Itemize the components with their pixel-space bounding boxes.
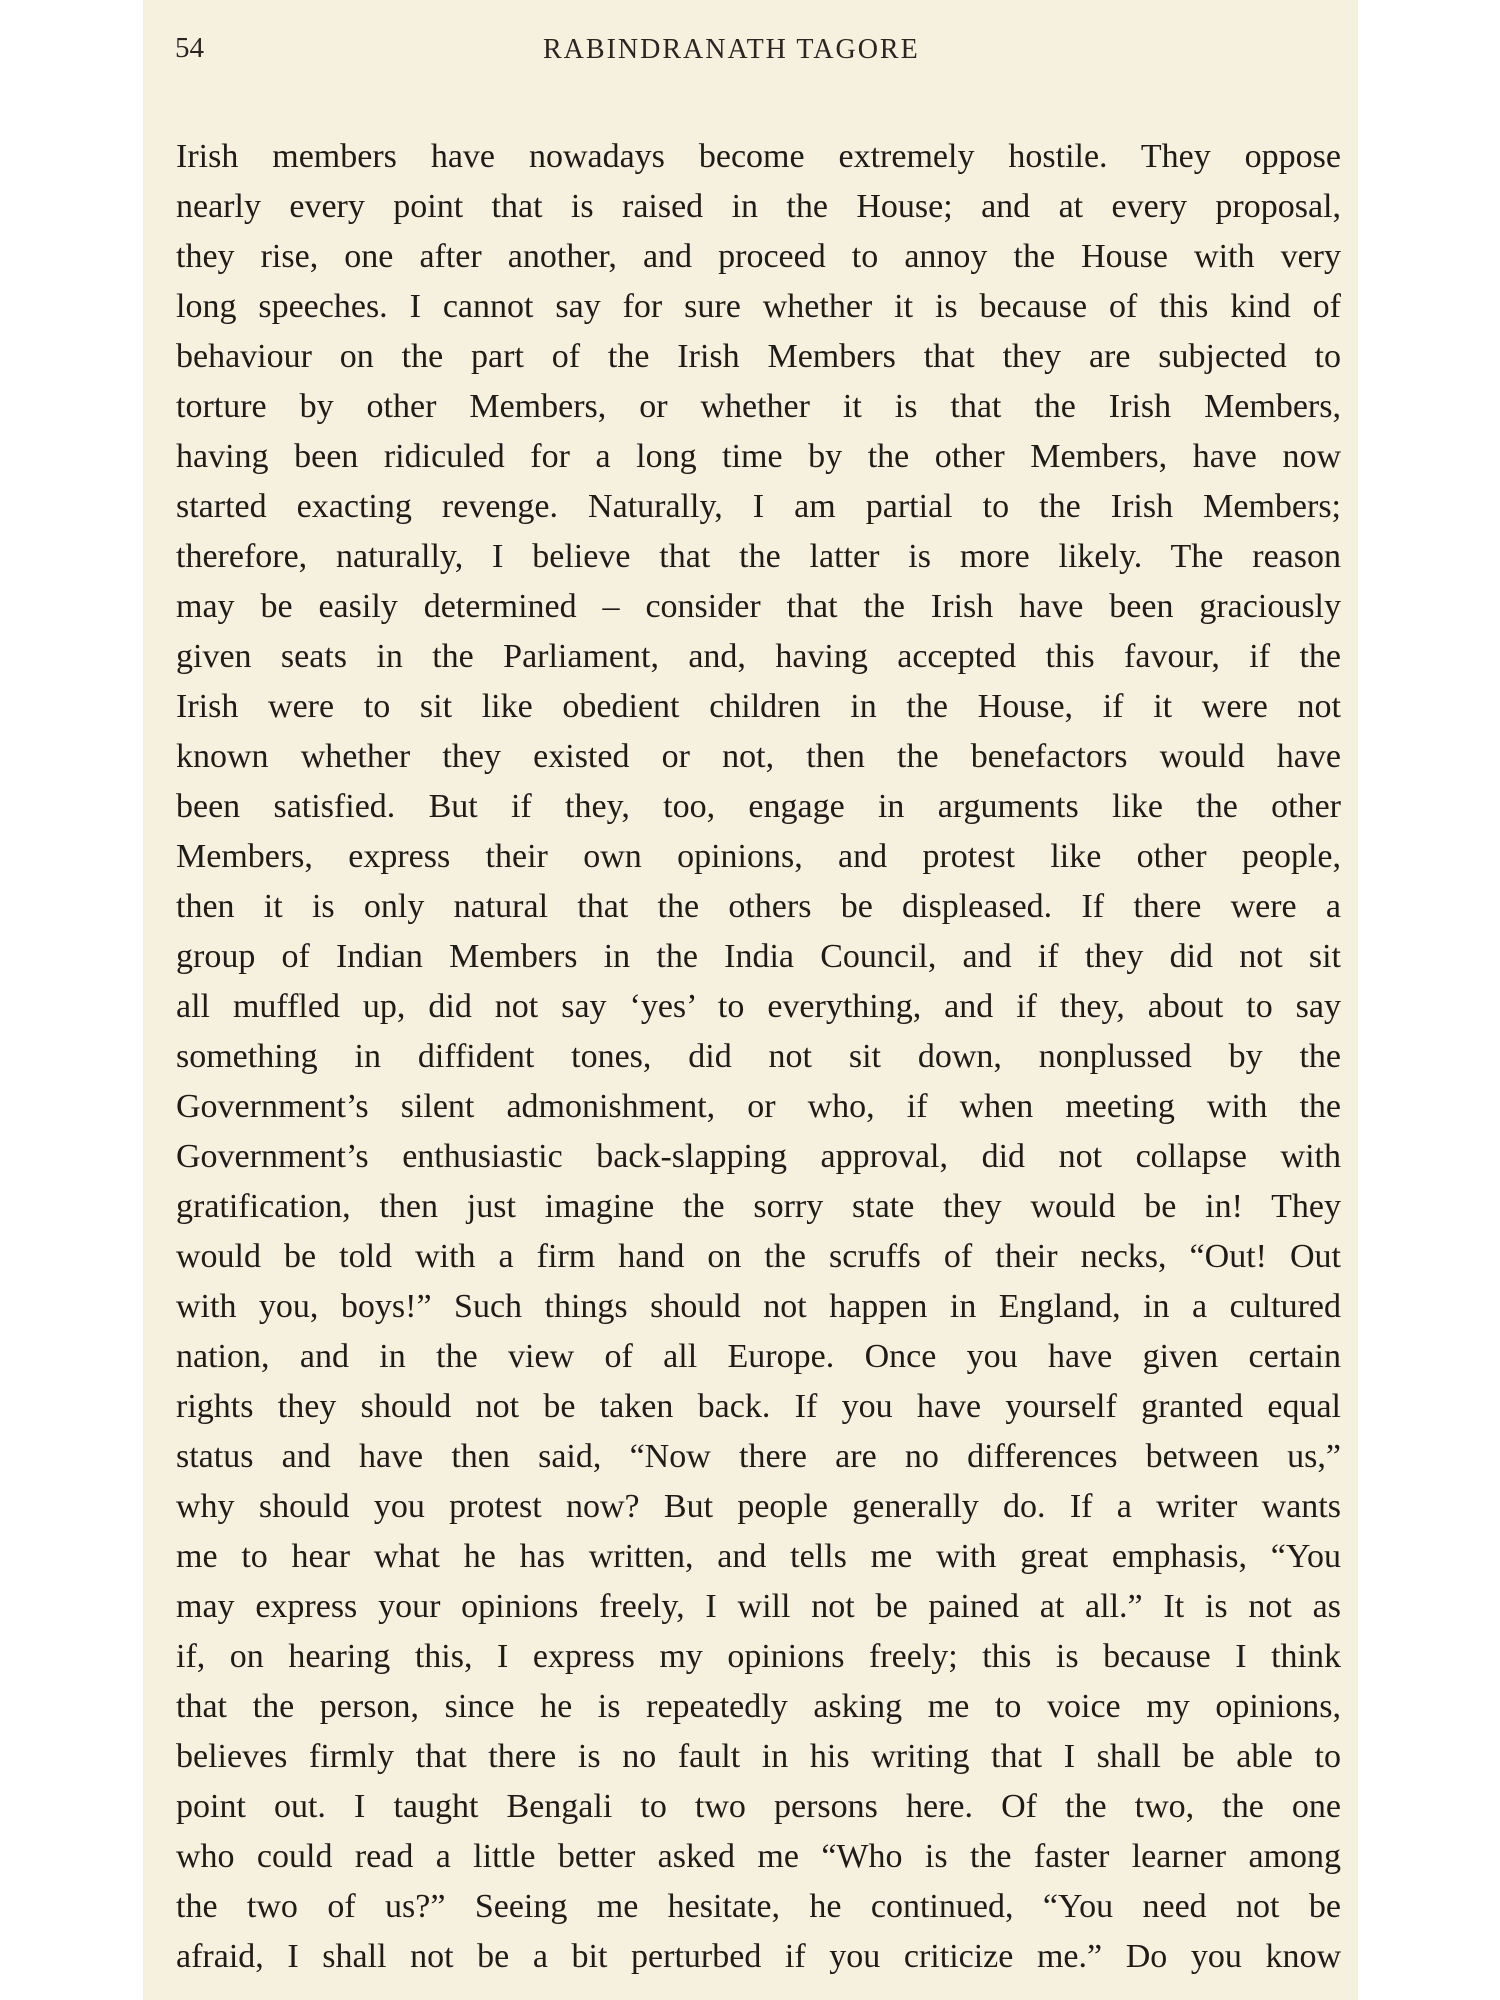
text-line: why should you protest now? But people generally do. If a writer wants (176, 1488, 1341, 1525)
text-line: started exacting revenge. Naturally, I am partial to the Irish Members; (176, 488, 1341, 525)
text-line: behaviour on the part of the Irish Members that they are subjected to (176, 338, 1341, 375)
text-line: Irish were to sit like obedient children in the House, if it were not (176, 688, 1341, 725)
text-line: me to hear what he has written, and tells me with great emphasis, “You (176, 1538, 1341, 1575)
text-line: gratification, then just imagine the sorry state they would be in! They (176, 1188, 1341, 1225)
text-line: who could read a little better asked me “Who is the faster learner among (176, 1838, 1341, 1875)
text-line: therefore, naturally, I believe that the latter is more likely. The reason (176, 538, 1341, 575)
text-line: with you, boys!” Such things should not happen in England, in a cultured (176, 1288, 1341, 1325)
text-line: Government’s enthusiastic back-slapping approval, did not collapse with (176, 1138, 1341, 1175)
book-page (143, 0, 1358, 2000)
text-line: nation, and in the view of all Europe. Once you have given certain (176, 1338, 1341, 1375)
text-line: rights they should not be taken back. If you have yourself granted equal (176, 1388, 1341, 1425)
text-line: the two of us?” Seeing me hesitate, he continued, “You need not be (176, 1888, 1341, 1925)
text-line: may be easily determined – consider that the Irish have been graciously (176, 588, 1341, 625)
text-line: Members, express their own opinions, and protest like other people, (176, 838, 1341, 875)
page-number: 54 (175, 32, 204, 64)
text-line: status and have then said, “Now there are no differences between us,” (176, 1438, 1341, 1475)
text-line: group of Indian Members in the India Council, and if they did not sit (176, 938, 1341, 975)
text-line: that the person, since he is repeatedly asking me to voice my opinions, (176, 1688, 1341, 1725)
text-line: Government’s silent admonishment, or who, if when meeting with the (176, 1088, 1341, 1125)
text-line: may express your opinions freely, I will not be pained at all.” It is not as (176, 1588, 1341, 1625)
text-line: then it is only natural that the others be displeased. If there were a (176, 888, 1341, 925)
text-line: something in diffident tones, did not sit down, nonplussed by the (176, 1038, 1341, 1075)
text-line: known whether they existed or not, then the benefactors would have (176, 738, 1341, 775)
text-line: long speeches. I cannot say for sure whether it is because of this kind of (176, 288, 1341, 325)
body-text (176, 132, 1341, 1982)
text-line: torture by other Members, or whether it is that the Irish Members, (176, 388, 1341, 425)
running-head: RABINDRANATH TAGORE (543, 34, 920, 65)
page-header (143, 32, 1358, 72)
text-line: all muffled up, did not say ‘yes’ to everything, and if they, about to say (176, 988, 1341, 1025)
text-line: would be told with a firm hand on the scruffs of their necks, “Out! Out (176, 1238, 1341, 1275)
text-line: afraid, I shall not be a bit perturbed if you criticize me.” Do you know (176, 1938, 1341, 1975)
text-line: given seats in the Parliament, and, having accepted this favour, if the (176, 638, 1341, 675)
text-line: if, on hearing this, I express my opinions freely; this is because I think (176, 1638, 1341, 1675)
text-line: they rise, one after another, and proceed to annoy the House with very (176, 238, 1341, 275)
text-line: point out. I taught Bengali to two persons here. Of the two, the one (176, 1788, 1341, 1825)
text-line: having been ridiculed for a long time by the other Members, have now (176, 438, 1341, 475)
text-line: believes firmly that there is no fault in his writing that I shall be able to (176, 1738, 1341, 1775)
text-line: Irish members have nowadays become extremely hostile. They oppose (176, 138, 1341, 175)
text-line: nearly every point that is raised in the House; and at every proposal, (176, 188, 1341, 225)
text-line: been satisfied. But if they, too, engage in arguments like the other (176, 788, 1341, 825)
